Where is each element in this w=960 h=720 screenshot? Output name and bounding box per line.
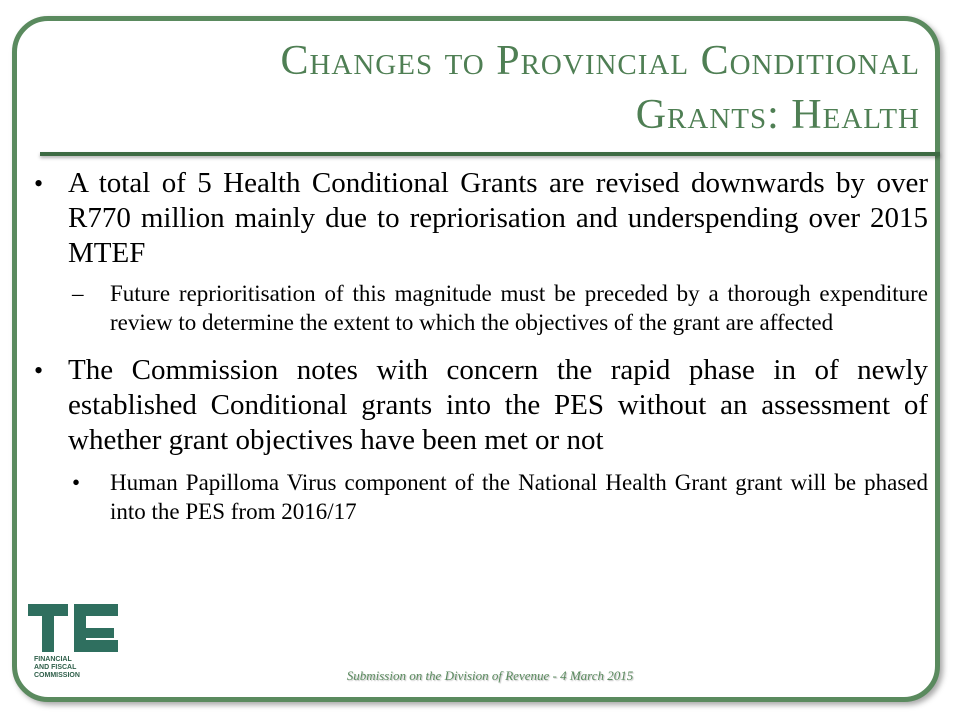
sub-bullet-reprioritisation (30, 279, 928, 337)
bullet-text: A total of 5 Health Conditional Grants are revised downwards by over R770 million mainly due to repriorisation and underspending over 2015 MTEF (68, 167, 928, 269)
sub-bullet-mark: • (72, 470, 81, 495)
logo-caption-line: AND FISCAL (34, 664, 77, 671)
bullet-commission-concern (30, 353, 928, 458)
sub-bullet-text: Human Papilloma Virus component of the National Health Grant grant will be phased into the PES from 2016/17 (110, 470, 928, 524)
sub-bullet-mark: – (72, 281, 84, 306)
slide-title (40, 34, 920, 142)
slide-footer: Submission on the Division of Revenue - 4 March 2015 (346, 668, 634, 683)
bullet-text: The Commission notes with concern the rapid phase in of newly established Conditional grants into the PES without an assessment of whether grant objectives have been met or not (68, 354, 928, 456)
slide-content (30, 166, 928, 526)
sub-bullet-text: Future reprioritisation of this magnitude must be preceded by a thorough expenditure review to determine the extent to which the objectives of the grant are affected (110, 281, 928, 335)
title-divider (40, 152, 940, 156)
bullet-grants-revised (30, 166, 928, 271)
logo-caption-line: FINANCIAL (34, 656, 72, 663)
sub-bullet-hpv (30, 468, 928, 526)
logo-caption-line: COMMISSION (34, 672, 80, 679)
title-line-2: Grants: Health (635, 92, 920, 138)
bullet-mark: • (34, 169, 44, 198)
bullet-mark: • (34, 356, 44, 385)
title-line-1: Changes to Provincial Conditional (280, 38, 920, 84)
